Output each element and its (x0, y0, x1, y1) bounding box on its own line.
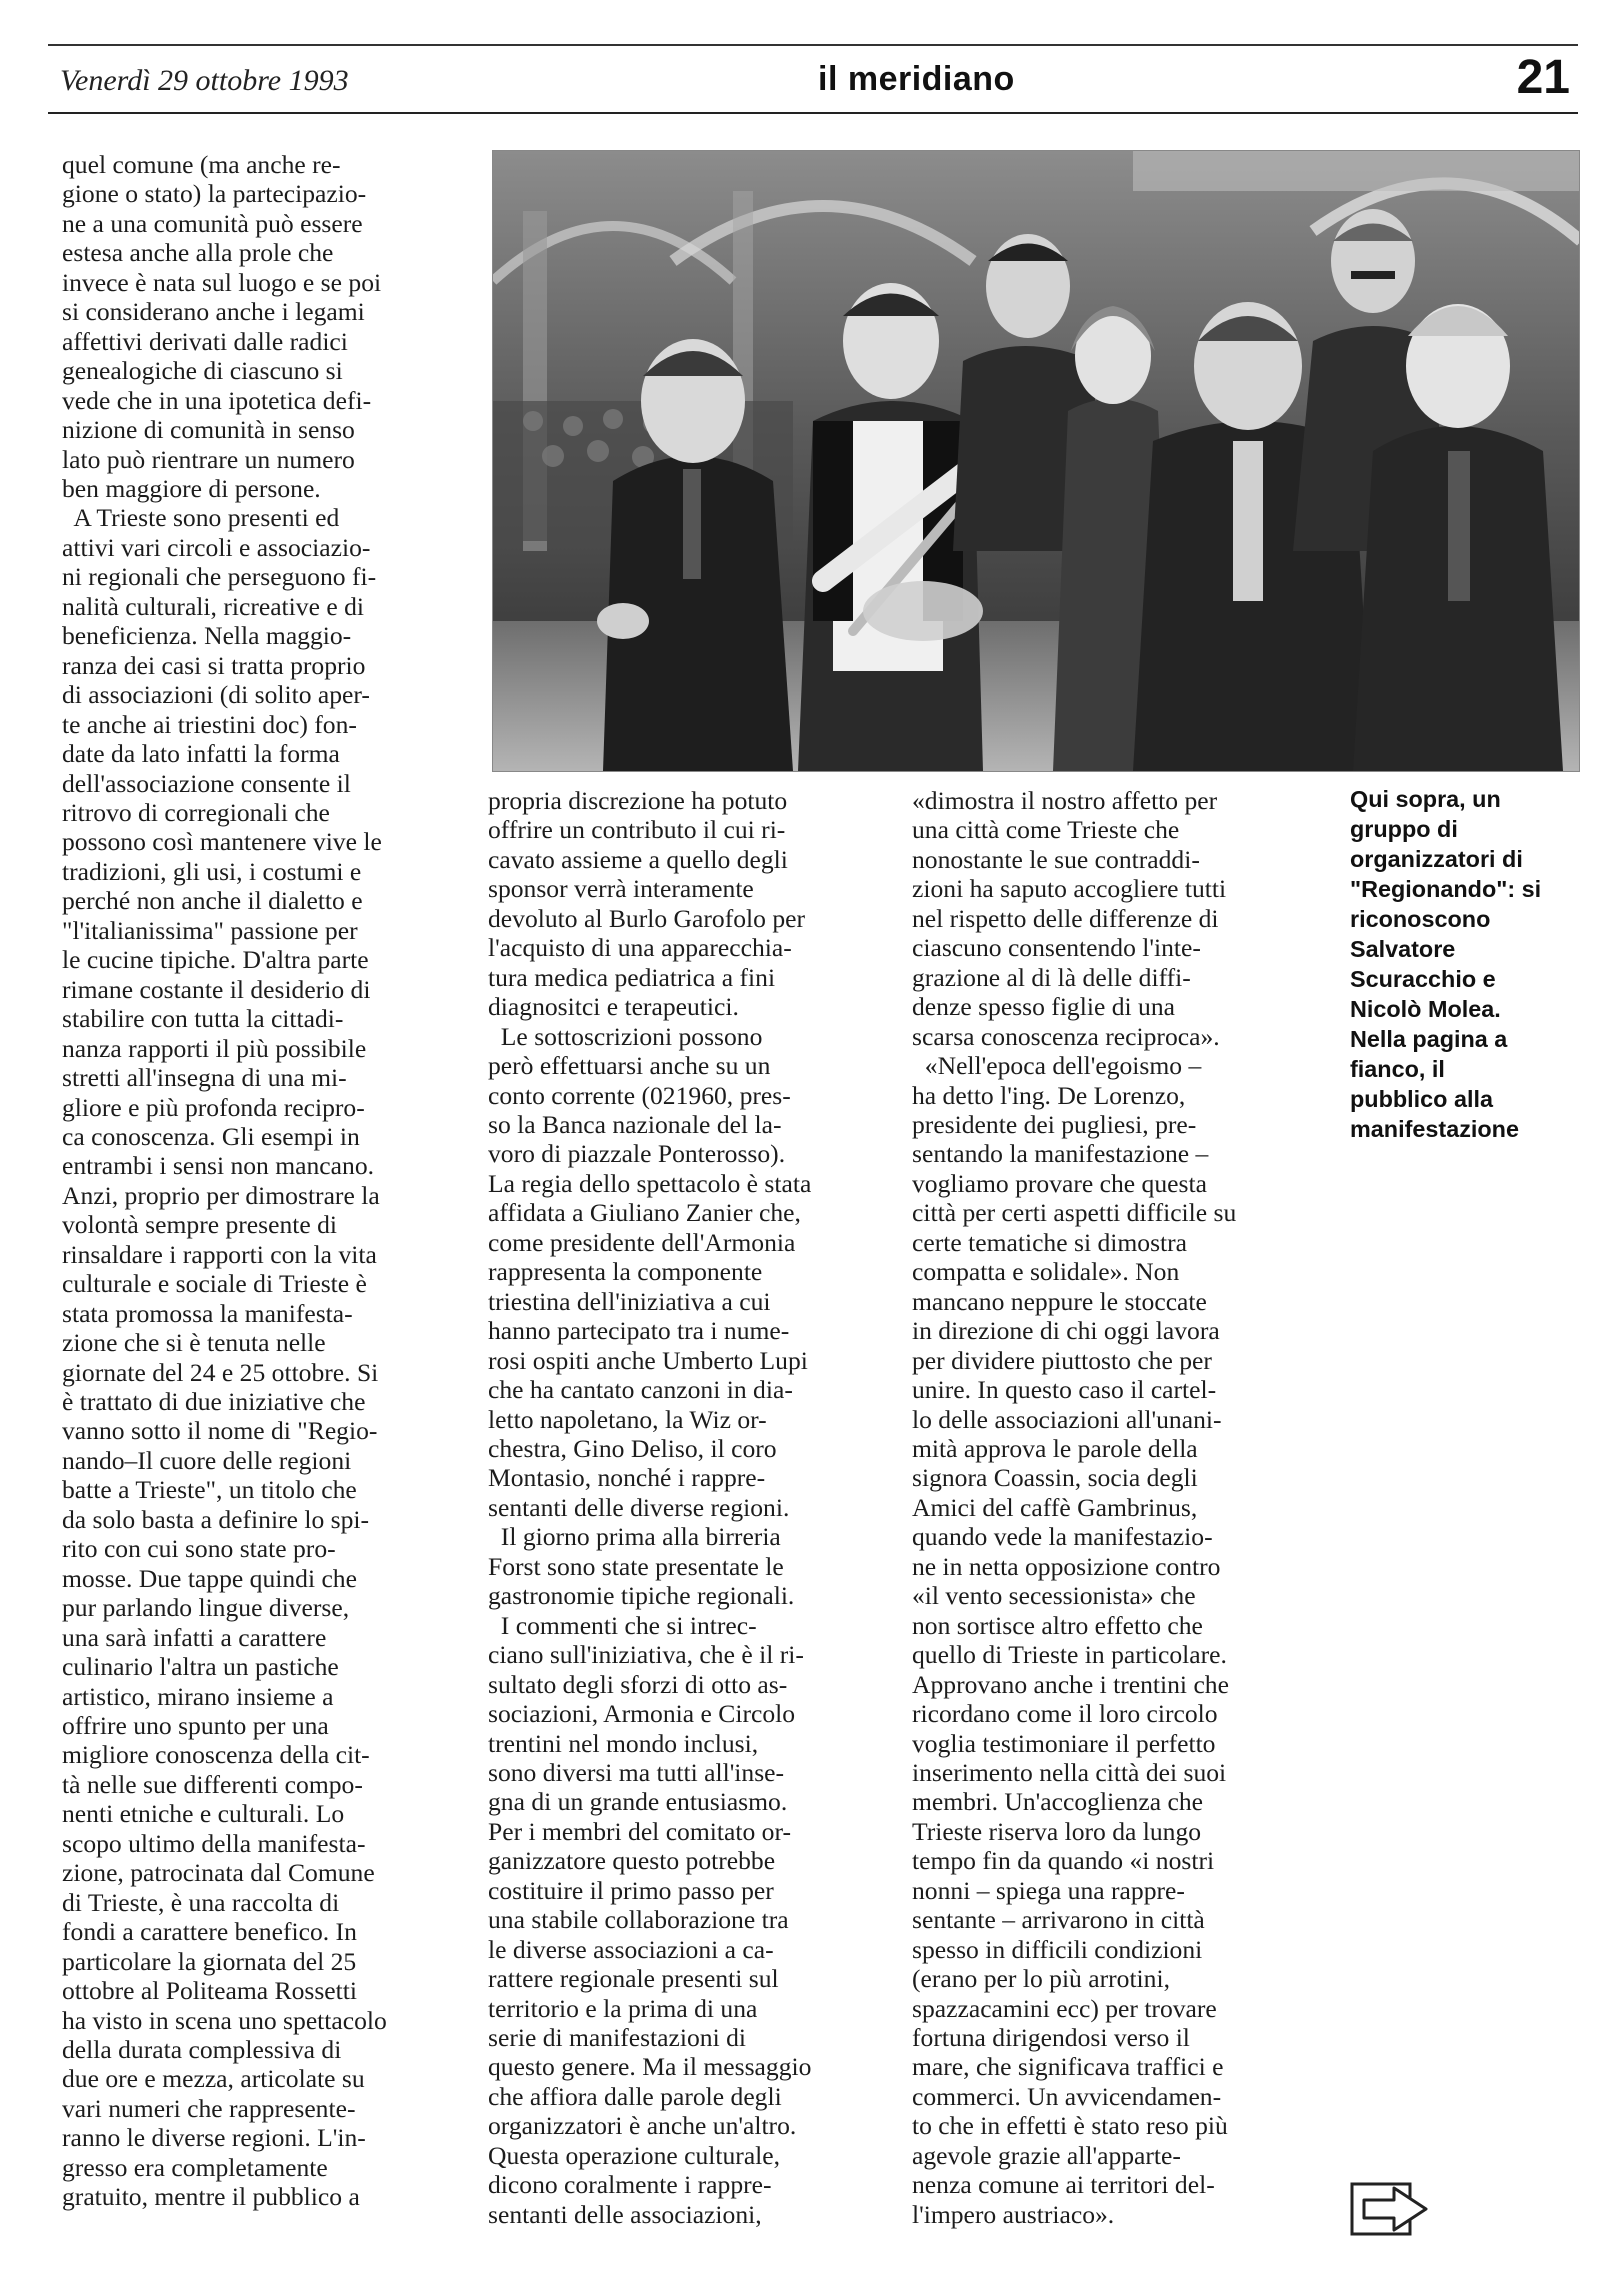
top-rule (48, 44, 1578, 46)
issue-date: Venerdì 29 ottobre 1993 (60, 64, 349, 97)
article-column-2: propria discrezione ha potuto offrire un contributo il cui ri- cavato assieme a quello degli sponsor verrà interamente devoluto al Burlo Garofolo per l'acquisto di una apparecchia- tura medica pediatrica a fini diagnositci e terapeutici. Le sottoscrizioni possono però effettuarsi anche su un conto corrente (021960, pres- so la Banca nazionale del la- voro di piazzale Ponterosso). La regia dello spettacolo è stata affidata a Giuliano Zanier che, come presidente dell'Armonia rappresenta la componente triestina dell'iniziativa a cui hanno partecipato tra i nume- rosi ospiti anche Umberto Lupi che ha cantato canzoni in dia- letto napoletano, la Wiz or- chestra, Gino Deliso, il coro Montasio, nonché i rappre- sentanti delle diverse regioni. Il giorno prima alla birreria Forst sono state presentate le gastronomie tipiche regionali. I commenti che si intrec- ciano sull'iniziativa, che è il ri- sultato degli sforzi di otto as- sociazioni, Armonia e Circolo trentini nel mondo inclusi, sono diversi ma tutti all'inse- gna di un grande entusiasmo. Per i membri del comitato or- ganizzatore questo potrebbe costituire il primo passo per una stabile collaborazione tra le diverse associazioni a ca- rattere regionale presenti sul territorio e la prima di una serie di manifestazioni di questo genere. Ma il messaggio che affiora dalle parole degli organizzatori è anche un'altro. Questa operazione culturale, dicono coralmente i rappre- sentanti delle associazioni, (488, 786, 812, 2229)
photo-caption: Qui sopra, un gruppo di organizzatori di "Regionando": si riconoscono Salvatore Scuracchio e Nicolò Molea. Nella pagina a fianco, il pubblico alla manifestazione (1350, 786, 1542, 1142)
newspaper-name: il meridiano (818, 60, 1015, 98)
continue-arrow-icon (1350, 2178, 1432, 2240)
header-rule (48, 112, 1578, 114)
article-column-3: «dimostra il nostro affetto per una città come Trieste che nonostante le sue contraddi- zioni ha saputo accogliere tutti nel rispetto delle differenze di ciascuno consentendo l'inte- grazione al di là delle diffi- denze spesso figlie di una scarsa conoscenza reciproca». «Nell'epoca dell'egoismo – ha detto l'ing. De Lorenzo, presidente dei pugliesi, pre- sentando la manifestazione – vogliamo provare che questa città per certi aspetti difficile su certe tematiche si dimostra compatta e solidale». Non mancano neppure le stoccate in direzione di chi oggi lavora per dividere piuttosto che per unire. In questo caso il cartel- lo delle associazioni all'unani- mità approva le parole della signora Coassin, socia degli Amici del caffè Gambrinus, quando vede la manifestazio- ne in netta opposizione contro «il vento secessionista» che non sortisce altro effetto che quello di Trieste in particolare. Approvano anche i trentini che ricordano come il loro circolo voglia testimoniare il perfetto inserimento nella città dei suoi membri. Un'accoglienza che Trieste riserva loro da lungo tempo fin da quando «i nostri nonni – spiega una rappre- sentante – arrivarono in città spesso in difficili condizioni (erano per lo più arrotini, spazzacamini ecc) per trovare fortuna dirigendosi verso il mare, che significava traffici e commerci. Un avvicendamen- to che in effetti è stato reso più agevole grazie all'apparte- nenza comune ai territori del- l'impero austriaco». (912, 786, 1237, 2229)
group-photo-illustration (493, 151, 1580, 772)
group-photo (492, 150, 1580, 772)
article-column-1: quel comune (ma anche re- gione o stato) la partecipazio- ne a una comunità può essere estesa anche alla prole che invece è nata sul luogo e se poi si considerano anche i legami affettivi derivati dalle radici genealogiche di ciascuno si vede che in una ipotetica defi- nizione di comunità in senso lato può rientrare un numero ben maggiore di persone. A Trieste sono presenti ed attivi vari circoli e associazio- ni regionali che perseguono fi- nalità culturali, ricreative e di beneficienza. Nella maggio- ranza dei casi si tratta proprio di associazioni (di solito aper- te anche ai triestini doc) fon- date da lato infatti la forma dell'associazione consente il ritrovo di corregionali che possono così mantenere vive le tradizioni, gli usi, i costumi e perché non anche il dialetto e "l'italianissima" passione per le cucine tipiche. D'altra parte rimane costante il desiderio di stabilire con tutta la cittadi- nanza rapporti il più possibile stretti all'insegna di una mi- gliore e più profonda recipro- ca conoscenza. Gli esempi in entrambi i sensi non mancano. Anzi, proprio per dimostrare la volontà sempre presente di rinsaldare i rapporti con la vita culturale e sociale di Trieste è stata promossa la manifesta- zione che si è tenuta nelle giornate del 24 e 25 ottobre. Si è trattato di due iniziative che vanno sotto il nome di "Regio- nando–Il cuore delle regioni batte a Trieste", un titolo che da solo basta a definire lo spi- rito con cui sono state pro- mosse. Due tappe quindi che pur parlando lingue diverse, una sarà infatti a carattere culinario l'altra un pastiche artistico, mirano insieme a offrire uno spunto per una migliore conoscenza della cit- tà nelle sue differenti compo- nenti etniche e culturali. Lo scopo ultimo della manifesta- zione, patrocinata dal Comune di Trieste, è una raccolta di fondi a carattere benefico. In particolare la giornata del 25 ottobre al Politeama Rossetti ha visto in scena uno spettacolo della durata complessiva di due ore e mezza, articolate su vari numeri che rappresente- ranno le diverse regioni. L'in- gresso era completamente gratuito, mentre il pubblico a (62, 150, 387, 2212)
page-number: 21 (1516, 51, 1570, 104)
